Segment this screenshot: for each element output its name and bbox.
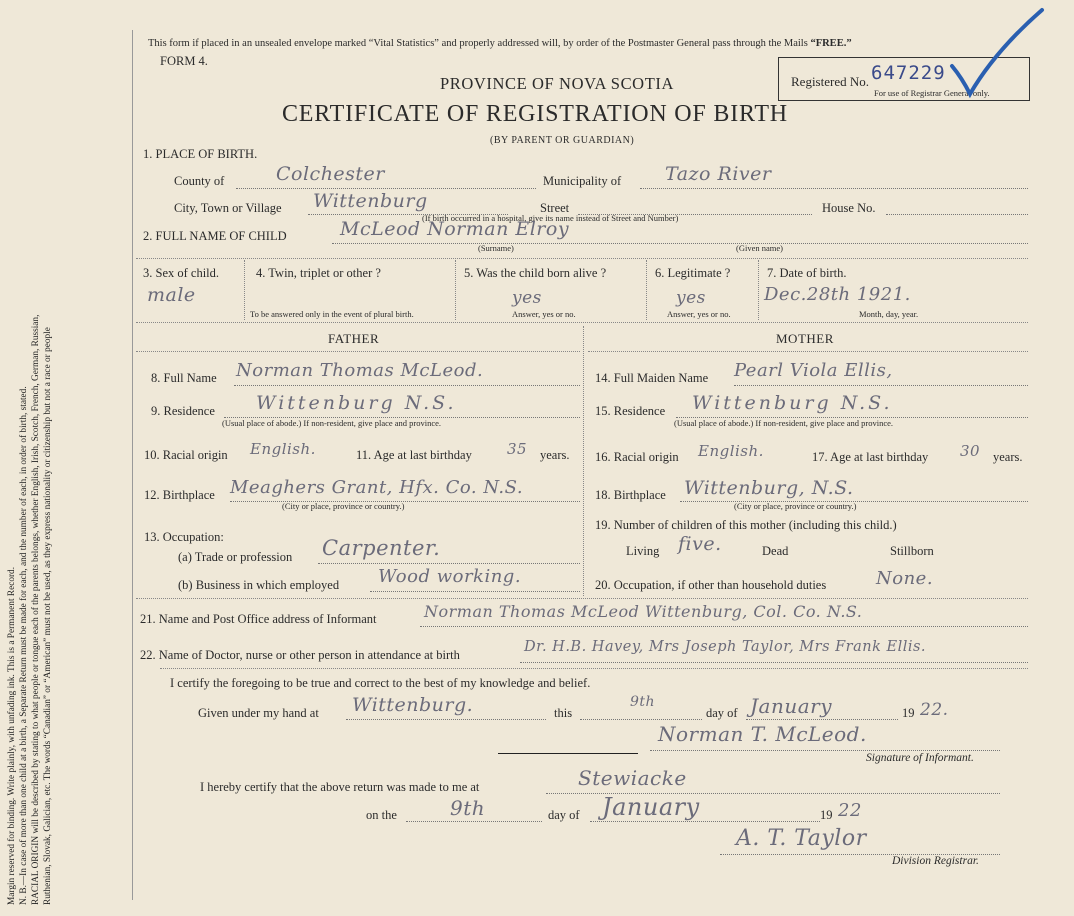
twin-label: 4. Twin, triplet or other ? [256,266,381,280]
father-birthplace-note: (City or place, province or country.) [282,501,405,511]
certify-statement: I certify the foregoing to be true and correct to the best of my knowledge and belief. [170,676,591,690]
mother-birthplace-value: Wittenburg, N.S. [684,477,854,499]
divider-4-5 [455,260,456,320]
attendant-label: 22. Name of Doctor, nurse or other person in attendance at birth [140,648,460,662]
mail-notice [148,38,852,49]
informant-signature: Norman T. McLeod. [658,722,867,746]
stillborn-label: Stillborn [890,544,934,558]
father-birthplace-label: 12. Birthplace [144,488,215,502]
mother-age-label: 17. Age at last birthday [812,450,929,464]
given-place-line [346,719,546,720]
father-racial-label: 10. Racial origin [144,448,228,462]
registrar-on-label: on the [366,808,397,822]
given-place-value: Wittenburg. [352,694,474,716]
registrar-month-value: January [602,793,700,821]
this-label: this [554,706,573,720]
informant-signature-caption: Signature of Informant. [866,752,974,764]
legit-label: 6. Legitimate ? [655,266,731,280]
father-birthplace-value: Meaghers Grant, Hfx. Co. N.S. [230,477,524,498]
mail-free: “FREE.” [810,38,852,49]
registrar-signature: A. T. Taylor [736,826,867,851]
county-value: Colchester [276,163,385,185]
parents-rule-bottom [136,598,1028,599]
registrar-day-line [406,821,542,822]
registrar-place-value: Stewiacke [578,766,687,790]
mother-birthplace-label: 18. Birthplace [595,488,666,502]
house-no-label: House No. [822,201,876,215]
father-age-value: 35 [507,440,528,458]
margin-note-3: RACIAL ORIGIN will be described by stating to what people or tongue each of the parents belongs, whether English, Irish, Scotch, French, German, Russian, [31,314,41,905]
father-heading-rule [136,351,580,352]
margin-note-1: Margin reserved for binding. Write plainly, with unfading ink. This is a Permanent Record. [7,566,17,905]
hospital-note: (If birth occurred in a hospital, give its name instead of Street and Number) [422,213,679,223]
attendant-value: Dr. H.B. Havey, Mrs Joseph Taylor, Mrs Frank Ellis. [524,639,927,655]
father-age-label: 11. Age at last birthday [356,448,472,462]
legit-note: Answer, yes or no. [667,309,731,319]
surname-note: (Surname) [478,243,514,253]
business-label: (b) Business in which employed [178,578,340,592]
house-line [886,214,1028,215]
business-line [370,591,580,592]
informant-line [420,626,1028,627]
trade-label: (a) Trade or profession [178,550,293,564]
mother-residence-value: Wittenburg N.S. [692,392,893,414]
alive-note: Answer, yes or no. [512,309,576,319]
father-years-label: years. [540,448,570,462]
parents-divider [583,326,584,596]
province-heading: PROVINCE OF NOVA SCOTIA [440,74,674,93]
child-name-value: McLeod Norman Elroy [340,218,570,240]
mother-heading-rule [588,351,1028,352]
given-dayof-label: day of [706,706,738,720]
mother-residence-note: (Usual place of abode.) If non-resident, give place and province. [674,418,894,428]
occupation-label: 13. Occupation: [144,530,224,544]
living-value: five. [678,533,722,555]
form-number: FORM 4. [160,54,208,68]
margin-note-2: N. B.—In case of more than one child at a birth, a Separate Return must be made for each, and the number of each, in order of birth, stated. [19,386,29,905]
given-under-label: Given under my hand at [198,706,319,720]
registrar-month-line [590,821,820,822]
street-label: Street [540,201,570,215]
sex-value: male [147,284,196,306]
registered-label: Registered No. [791,74,869,89]
mother-occupation-value: None. [876,568,934,589]
given-day-line [580,719,702,720]
mother-heading: MOTHER [776,331,834,346]
children-count-label: 19. Number of children of this mother (including this child.) [595,518,897,532]
given-day-value: 9th [630,694,656,710]
mother-racial-label: 16. Racial origin [595,450,679,464]
mother-name-label: 14. Full Maiden Name [595,371,709,385]
mail-notice-text: This form if placed in an unsealed envelope marked “Vital Statistics” and properly addressed will, by order of the Postmaster General pass through the Mails [148,38,808,49]
registered-number: 647229 [871,62,946,84]
mother-birthplace-note: (City or place, province or country.) [734,501,857,511]
child-name-label: 2. FULL NAME OF CHILD [143,229,287,243]
place-of-birth-label: 1. PLACE OF BIRTH. [143,147,258,161]
registrar-day-value: 9th [450,796,486,820]
informant-signature-line [650,750,1000,751]
registrar-caption: Division Registrar. [892,855,979,867]
dob-note: Month, day, year. [859,309,919,319]
registrar-year-value: 22 [838,800,862,821]
mother-years-label: years. [993,450,1023,464]
municipality-line [640,188,1028,189]
registrar-stamp-rule [498,753,638,754]
father-residence-value: Wittenburg N.S. [256,392,457,414]
dead-label: Dead [762,544,789,558]
father-name-value: Norman Thomas McLeod. [236,360,484,381]
check-mark-icon [940,6,1050,106]
father-heading: FATHER [328,331,380,346]
registrar-statement: I hereby certify that the above return was made to me at [200,780,480,794]
father-racial-value: English. [250,440,316,458]
row-rule-top [136,258,1028,259]
dob-value: Dec.28th 1921. [764,284,911,305]
given-name-note: (Given name) [736,243,783,253]
twin-note: To be answered only in the event of plural birth. [250,309,414,319]
attendant-line [520,662,1028,663]
county-label: County of [174,174,225,188]
trade-value: Carpenter. [322,536,441,560]
father-residence-label: 9. Residence [151,404,215,418]
mother-name-line [734,385,1028,386]
city-value: Wittenburg [313,190,428,212]
living-label: Living [626,544,660,558]
legit-value: yes [676,288,706,308]
informant-label: 21. Name and Post Office address of Informant [140,612,377,626]
father-residence-note: (Usual place of abode.) If non-resident, give place and province. [222,418,442,428]
given-month-line [746,719,898,720]
sex-label: 3. Sex of child. [143,266,220,280]
row-rule-bottom [136,322,1028,323]
registrar-year-prefix: 19 [820,808,833,822]
section22-rule [160,668,1028,669]
given-year-value: 22. [920,700,949,720]
father-name-label: 8. Full Name [151,371,217,385]
city-label: City, Town or Village [174,201,282,215]
informant-value: Norman Thomas McLeod Wittenburg, Col. Co. N.S. [424,602,863,621]
registrar-dayof-label: day of [548,808,580,822]
certificate-title: CERTIFICATE OF REGISTRATION OF BIRTH [282,101,788,127]
mother-name-value: Pearl Viola Ellis, [734,360,893,381]
divider-3-4 [244,260,245,320]
dob-label: 7. Date of birth. [767,266,847,280]
trade-line [318,563,580,564]
mother-racial-value: English. [698,442,764,460]
alive-label: 5. Was the child born alive ? [464,266,607,280]
alive-value: yes [512,288,542,308]
mother-occupation-label: 20. Occupation, if other than household duties [595,578,827,592]
form-border-left [132,30,133,900]
child-name-line [332,243,1028,244]
mother-age-value: 30 [960,442,981,460]
father-name-line [234,385,580,386]
given-year-prefix: 19 [902,706,915,720]
county-line [236,188,536,189]
municipality-label: Municipality of [543,174,622,188]
divider-5-6 [646,260,647,320]
business-value: Wood working. [378,566,522,587]
margin-note-4: Ruthenian, Slovak, Galician, etc. The words “Canadian” or “American” must not be used, as they express nationality or citizenship but not a race or people [43,327,53,905]
municipality-value: Tazo River [665,163,772,185]
given-month-value: January [750,694,832,718]
registered-note: For use of Registrar General only. [874,88,990,98]
mother-residence-label: 15. Residence [595,404,666,418]
margin-notes [6,25,54,905]
certificate-subtitle: (BY PARENT OR GUARDIAN) [490,135,635,146]
divider-6-7 [758,260,759,320]
